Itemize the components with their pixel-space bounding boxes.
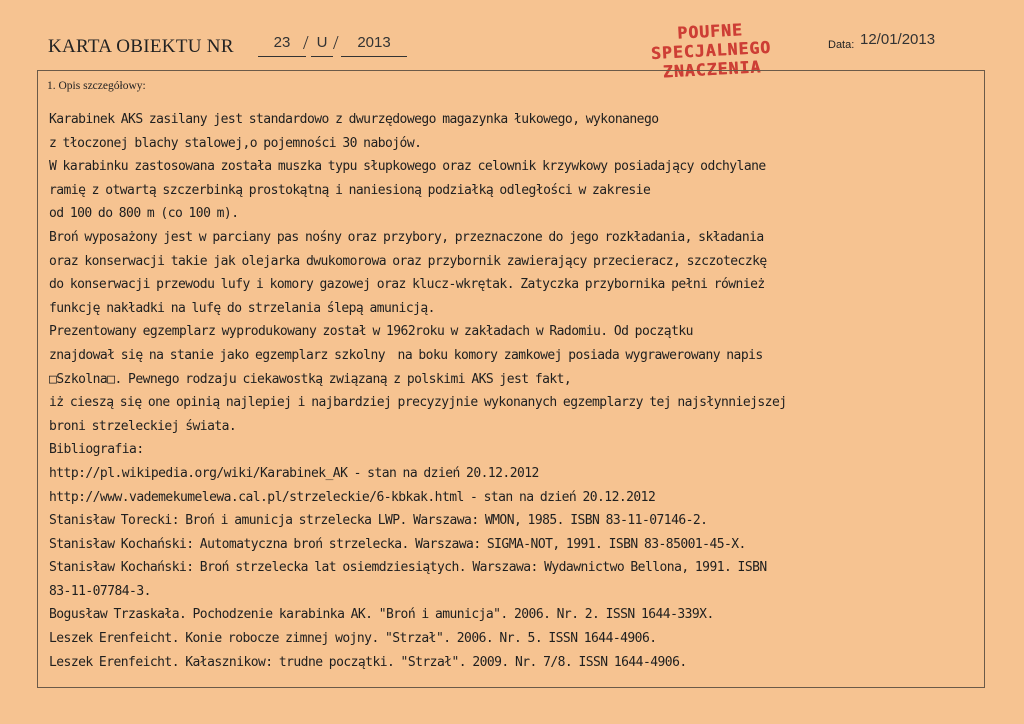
object-number-part3: 2013 — [341, 34, 407, 57]
text-line: Bogusław Trzaskała. Pochodzenie karabinka AK. "Broń i amunicja". 2006. Nr. 2. ISSN 1644-339X. — [49, 607, 714, 623]
text-line: z tłoczonej blachy stalowej,o pojemności 30 nabojów. — [49, 135, 422, 151]
text-line: oraz konserwacji takie jak olejarka dwukomorowa oraz przybornik zawierający przecieracz, szczoteczkę — [49, 253, 767, 269]
text-line: 83-11-07784-3. — [49, 583, 151, 599]
text-line: funkcję nakładki na lufę do strzelania ślepą amunicją. — [49, 300, 435, 316]
text-line: http://www.vademekumelewa.cal.pl/strzeleckie/6-kbkak.html - stan na dzień 20.12.2012 — [49, 489, 656, 505]
text-line: znajdował się na stanie jako egzemplarz szkolny na boku komory zamkowej posiada wygrawerowany napis — [49, 347, 763, 363]
text-line: Stanisław Torecki: Broń i amunicja strzelecka LWP. Warszawa: WMON, 1985. ISBN 83-11-07146-2. — [49, 513, 708, 529]
object-number-part2: U — [311, 34, 333, 57]
text-line: broni strzeleckiej świata. — [49, 418, 237, 434]
text-line: ramię z otwartą szczerbinką prostokątną i naniesioną podziałką odległości w zakresie — [49, 182, 651, 198]
text-line: Leszek Erenfeicht. Kałasznikow: trudne początki. "Strzał". 2009. Nr. 7/8. ISSN 1644-4906. — [49, 654, 687, 670]
text-line: Stanisław Kochański: Broń strzelecka lat osiemdziesiątych. Warszawa: Wydawnictwo Bellona, 1991. ISBN — [49, 560, 767, 576]
text-line: Broń wyposażony jest w parciany pas nośny oraz przybory, przeznaczone do jego rozkładania, składania — [49, 229, 764, 245]
stamp-line-2: SPECJALNEGO — [650, 37, 772, 64]
stamp-line-1: POUFNE — [676, 20, 744, 43]
text-line: W karabinku zastosowana została muszka typu słupkowego oraz celownik krzywkowy posiadający odchylane — [49, 159, 766, 175]
text-line: od 100 do 800 m (co 100 m). — [49, 206, 239, 222]
stamp-line-3: ZNACZENIA — [662, 57, 762, 82]
text-line: Karabinek AKS zasilany jest standardowo z dwurzędowego magazynka łukowego, wykonanego — [49, 112, 659, 127]
text-line: Prezentowany egzemplarz wyprodukowany został w 1962roku w zakładach w Radomiu. Od początku — [49, 324, 693, 340]
number-separator-2: / — [333, 32, 339, 54]
text-line: http://pl.wikipedia.org/wiki/Karabinek_AK - stan na dzień 20.12.2012 — [49, 465, 539, 481]
number-separator-1: / — [303, 32, 309, 54]
text-line: iż cieszą się one opinią najlepiej i najbardziej precyzyjnie wykonanych egzemplarzy tej najsłynniejszej — [49, 395, 787, 411]
text-line: Stanisław Kochański: Automatyczna broń strzelecka. Warszawa: SIGMA-NOT, 1991. ISBN 83-85001-45-X. — [49, 536, 746, 552]
date-value: 12/01/2013 — [860, 31, 936, 48]
object-number-part1: 23 — [258, 34, 306, 57]
text-line: □Szkolna□. Pewnego rodzaju ciekawostką związaną z polskimi AKS jest fakt, — [49, 371, 572, 387]
card-title: KARTA OBIEKTU NR — [48, 36, 234, 57]
description-body — [49, 108, 979, 674]
date-label: Data: — [828, 39, 855, 51]
section-label: 1. Opis szczegółowy: — [47, 80, 146, 92]
text-line: do konserwacji przewodu lufy i komory gazowej oraz klucz-wkrętak. Zatyczka przybornika pełni również — [49, 277, 765, 293]
text-line: Bibliografia: — [49, 442, 144, 458]
text-line: Leszek Erenfeicht. Konie robocze zimnej wojny. "Strzał". 2006. Nr. 5. ISSN 1644-4906. — [49, 631, 657, 647]
